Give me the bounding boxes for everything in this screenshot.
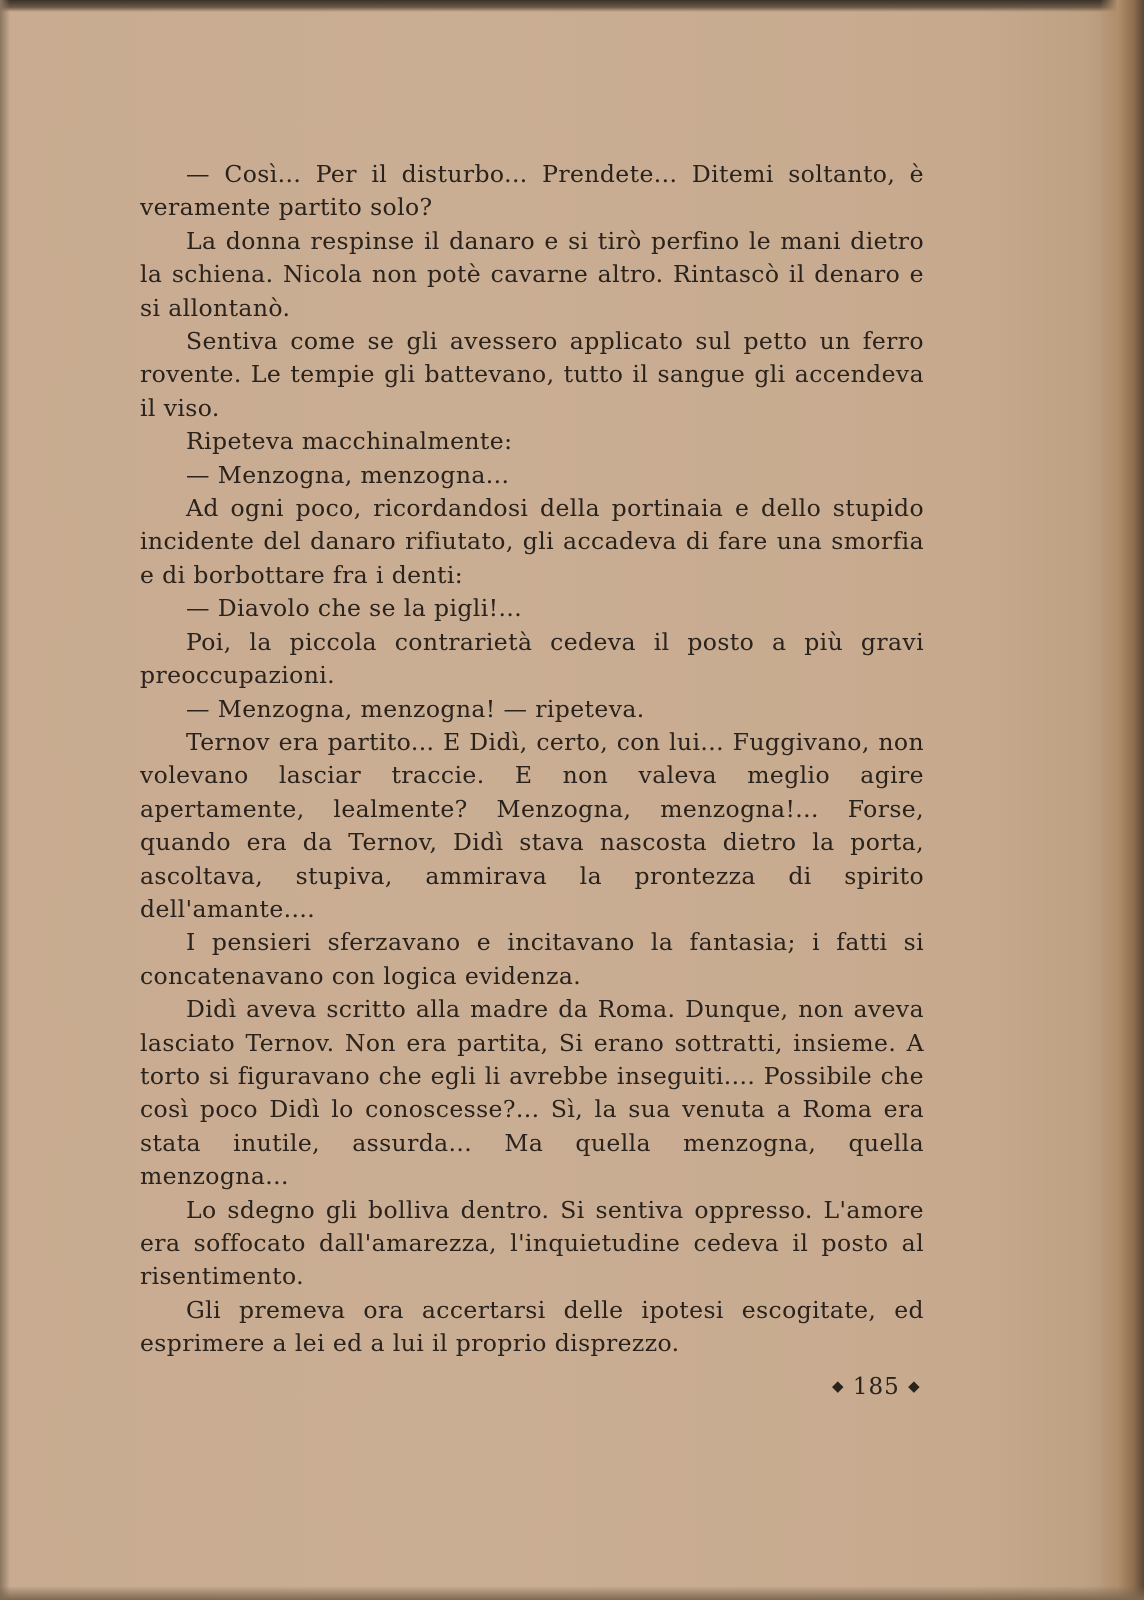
page-number-footer [832,1374,921,1400]
page-number: 185 [852,1374,900,1400]
paragraph: La donna respinse il danaro e si tirò perfino le mani dietro la schiena. Nicola non potè cavarne altro. Rintascò il denaro e si allontanò. [140,226,924,322]
page-bottom-edge [0,1586,1144,1600]
ornament-right-icon: ◆ [908,1377,921,1395]
page-left-edge [0,0,10,1600]
paragraph: Didì aveva scritto alla madre da Roma. Dunque, non aveva lasciato Ternov. Non era partita, Si erano sottratti, insieme. A torto si figuravano che egli li avrebbe inseguiti.... Possibile che così poco Didì lo conoscesse?... Sì, la sua venuta a Roma era stata inutile, assurda... Ma quella menzogna, quella menzogna... [140,995,924,1191]
paragraph: Lo sdegno gli bolliva dentro. Si sentiva oppresso. L'amore era soffocato dall'amarezza, l'inquietudine cedeva il posto al risentimento. [140,1195,924,1291]
paragraph: Poi, la piccola contrarietà cedeva il posto a più gravi preoccupazioni. [140,627,924,690]
paragraph: Sentiva come se gli avessero applicato sul petto un ferro rovente. Le tempie gli battevano, tutto il sangue gli accendeva il viso. [140,327,924,422]
page-top-edge [0,0,1144,12]
paragraph: — Menzogna, menzogna! — ripeteva. [186,694,645,723]
paragraph: Ripeteva macchinalmente: [186,427,513,456]
ornament-left-icon: ◆ [832,1377,845,1395]
paragraph: — Così... Per il disturbo... Prendete... Ditemi soltanto, è veramente partito solo? [140,160,924,222]
paragraph: — Menzogna, menzogna... [186,460,510,489]
body-text [140,158,924,1361]
paragraph: I pensieri sferzavano e incitavano la fantasia; i fatti si concatenavano con logica evidenza. [140,928,924,990]
page-right-edge [1100,0,1144,1600]
paragraph: — Diavolo che se la pigli!... [186,594,523,623]
paragraph: Ternov era partito... E Didì, certo, con lui... Fuggivano, non volevano lasciar traccie. E non valeva meglio agire apertamente, lealmente? Menzogna, menzogna!... Forse, quando era da Ternov, Didì stava nascosta dietro la porta, ascoltava, stupiva, ammirava la prontezza di spirito dell'amante.... [140,727,924,923]
paragraph: Gli premeva ora accertarsi delle ipotesi escogitate, ed esprimere a lei ed a lui il proprio disprezzo. [140,1295,924,1358]
paragraph: Ad ogni poco, ricordandosi della portinaia e dello stupido incidente del danaro rifiutato, gli accadeva di fare una smorfia e di borbottare fra i denti: [140,494,924,589]
